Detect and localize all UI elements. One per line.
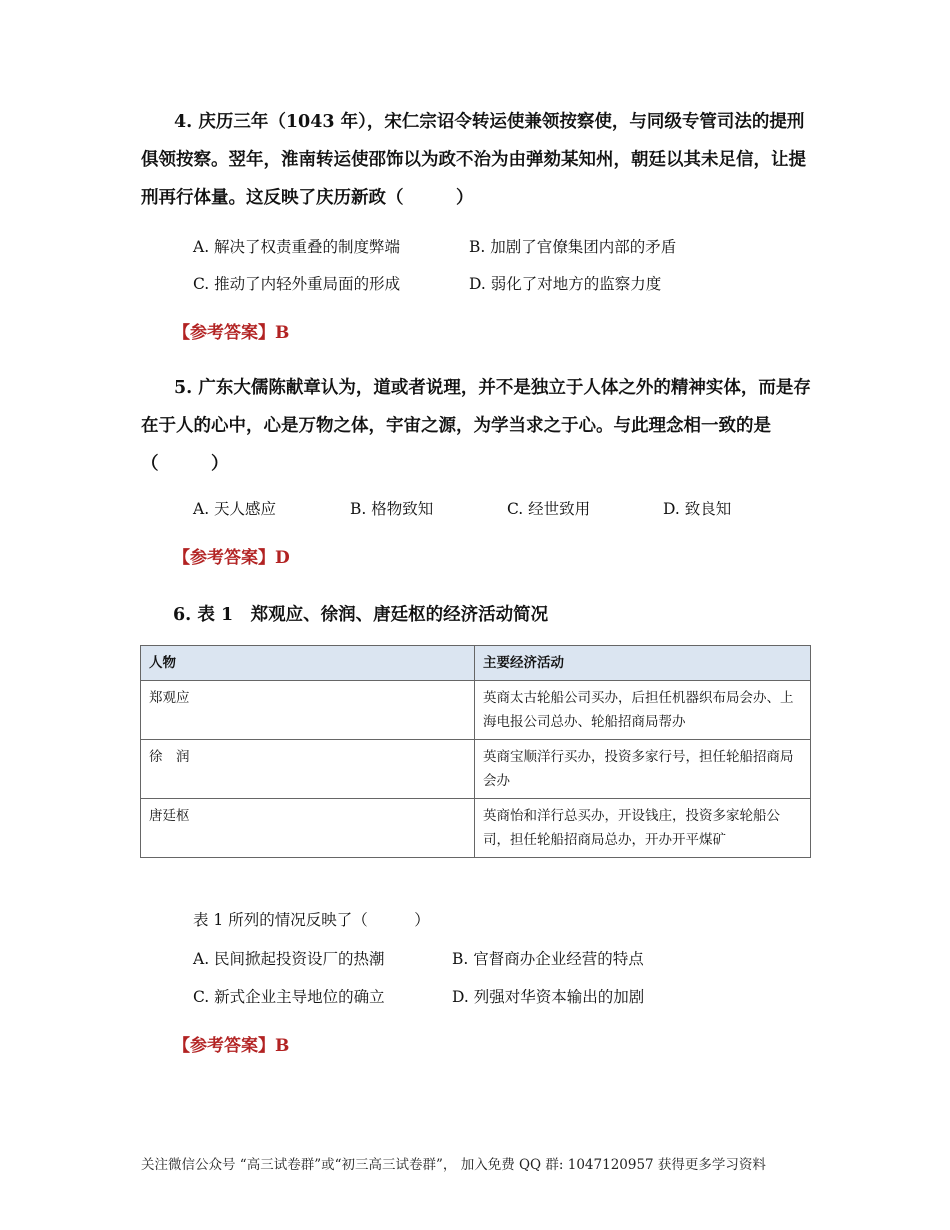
economic-activity-table: [140, 645, 811, 858]
q5-answer: 【参考答案】D: [173, 548, 290, 568]
q5-option-b: B. 格物致知: [350, 500, 434, 518]
question-5-stem: 5. 广东大儒陈献章认为，道或者说理，并不是独立于人体之外的精神实体，而是存在于人的心中，心是万物之体，宇宙之源，为学当求之于心。与此理念相一致的是（ ）: [141, 378, 811, 474]
q5-option-d: D. 致良知: [663, 500, 732, 518]
q4-answer: 【参考答案】B: [173, 323, 290, 343]
q4-option-a: A. 解决了权责重叠的制度弊端: [193, 238, 401, 256]
table-row: [141, 681, 811, 740]
q6-option-b: B. 官督商办企业经营的特点: [452, 950, 644, 968]
q6-option-a: A. 民间掀起投资设厂的热潮: [193, 950, 385, 968]
table-cell-activity: 英商太古轮船公司买办，后担任机器织布局会办、上海电报公司总办、轮船招商局帮办: [475, 681, 811, 740]
question-4-stem: 4. 庆历三年（1043 年），宋仁宗诏令转运使兼领按察使，与同级专管司法的提刑俱领按察。翌年，淮南转运使邵饰以为政不治为由弹劾某知州，朝廷以其未足信，让提刑再行体量。这反映了庆历新政（ ）: [141, 112, 806, 208]
q5-option-a: A. 天人感应: [193, 500, 277, 518]
table-row: [141, 799, 811, 858]
table-cell-person: 唐廷枢: [141, 799, 475, 858]
table-header-person: 人物: [141, 646, 475, 681]
q4-option-d: D. 弱化了对地方的监察力度: [469, 275, 662, 293]
table-cell-person: 郑观应: [141, 681, 475, 740]
q6-table-title: 6. 表 1 郑观应、徐润、唐廷枢的经济活动简况: [173, 605, 549, 625]
table-row: [141, 740, 811, 799]
page-footer: 关注微信公众号 “高三试卷群”或“初三高三试卷群”， 加入免费 QQ 群: 1047120957 获得更多学习资料: [141, 1157, 766, 1173]
table-cell-activity: 英商怡和洋行总买办，开设钱庄，投资多家轮船公司，担任轮船招商局总办，开办开平煤矿: [475, 799, 811, 858]
table-cell-activity: 英商宝顺洋行买办，投资多家行号，担任轮船招商局会办: [475, 740, 811, 799]
table-header-row: [141, 646, 811, 681]
q6-answer: 【参考答案】B: [173, 1036, 290, 1056]
q4-option-c: C. 推动了内轻外重局面的形成: [193, 275, 401, 293]
q4-option-b: B. 加剧了官僚集团内部的矛盾: [469, 238, 677, 256]
table-cell-person: 徐 润: [141, 740, 475, 799]
q6-option-d: D. 列强对华资本输出的加剧: [452, 988, 645, 1006]
q6-question: 表 1 所列的情况反映了（ ）: [193, 911, 430, 929]
q6-option-c: C. 新式企业主导地位的确立: [193, 988, 385, 1006]
table-header-activity: 主要经济活动: [475, 646, 811, 681]
q5-option-c: C. 经世致用: [507, 500, 591, 518]
